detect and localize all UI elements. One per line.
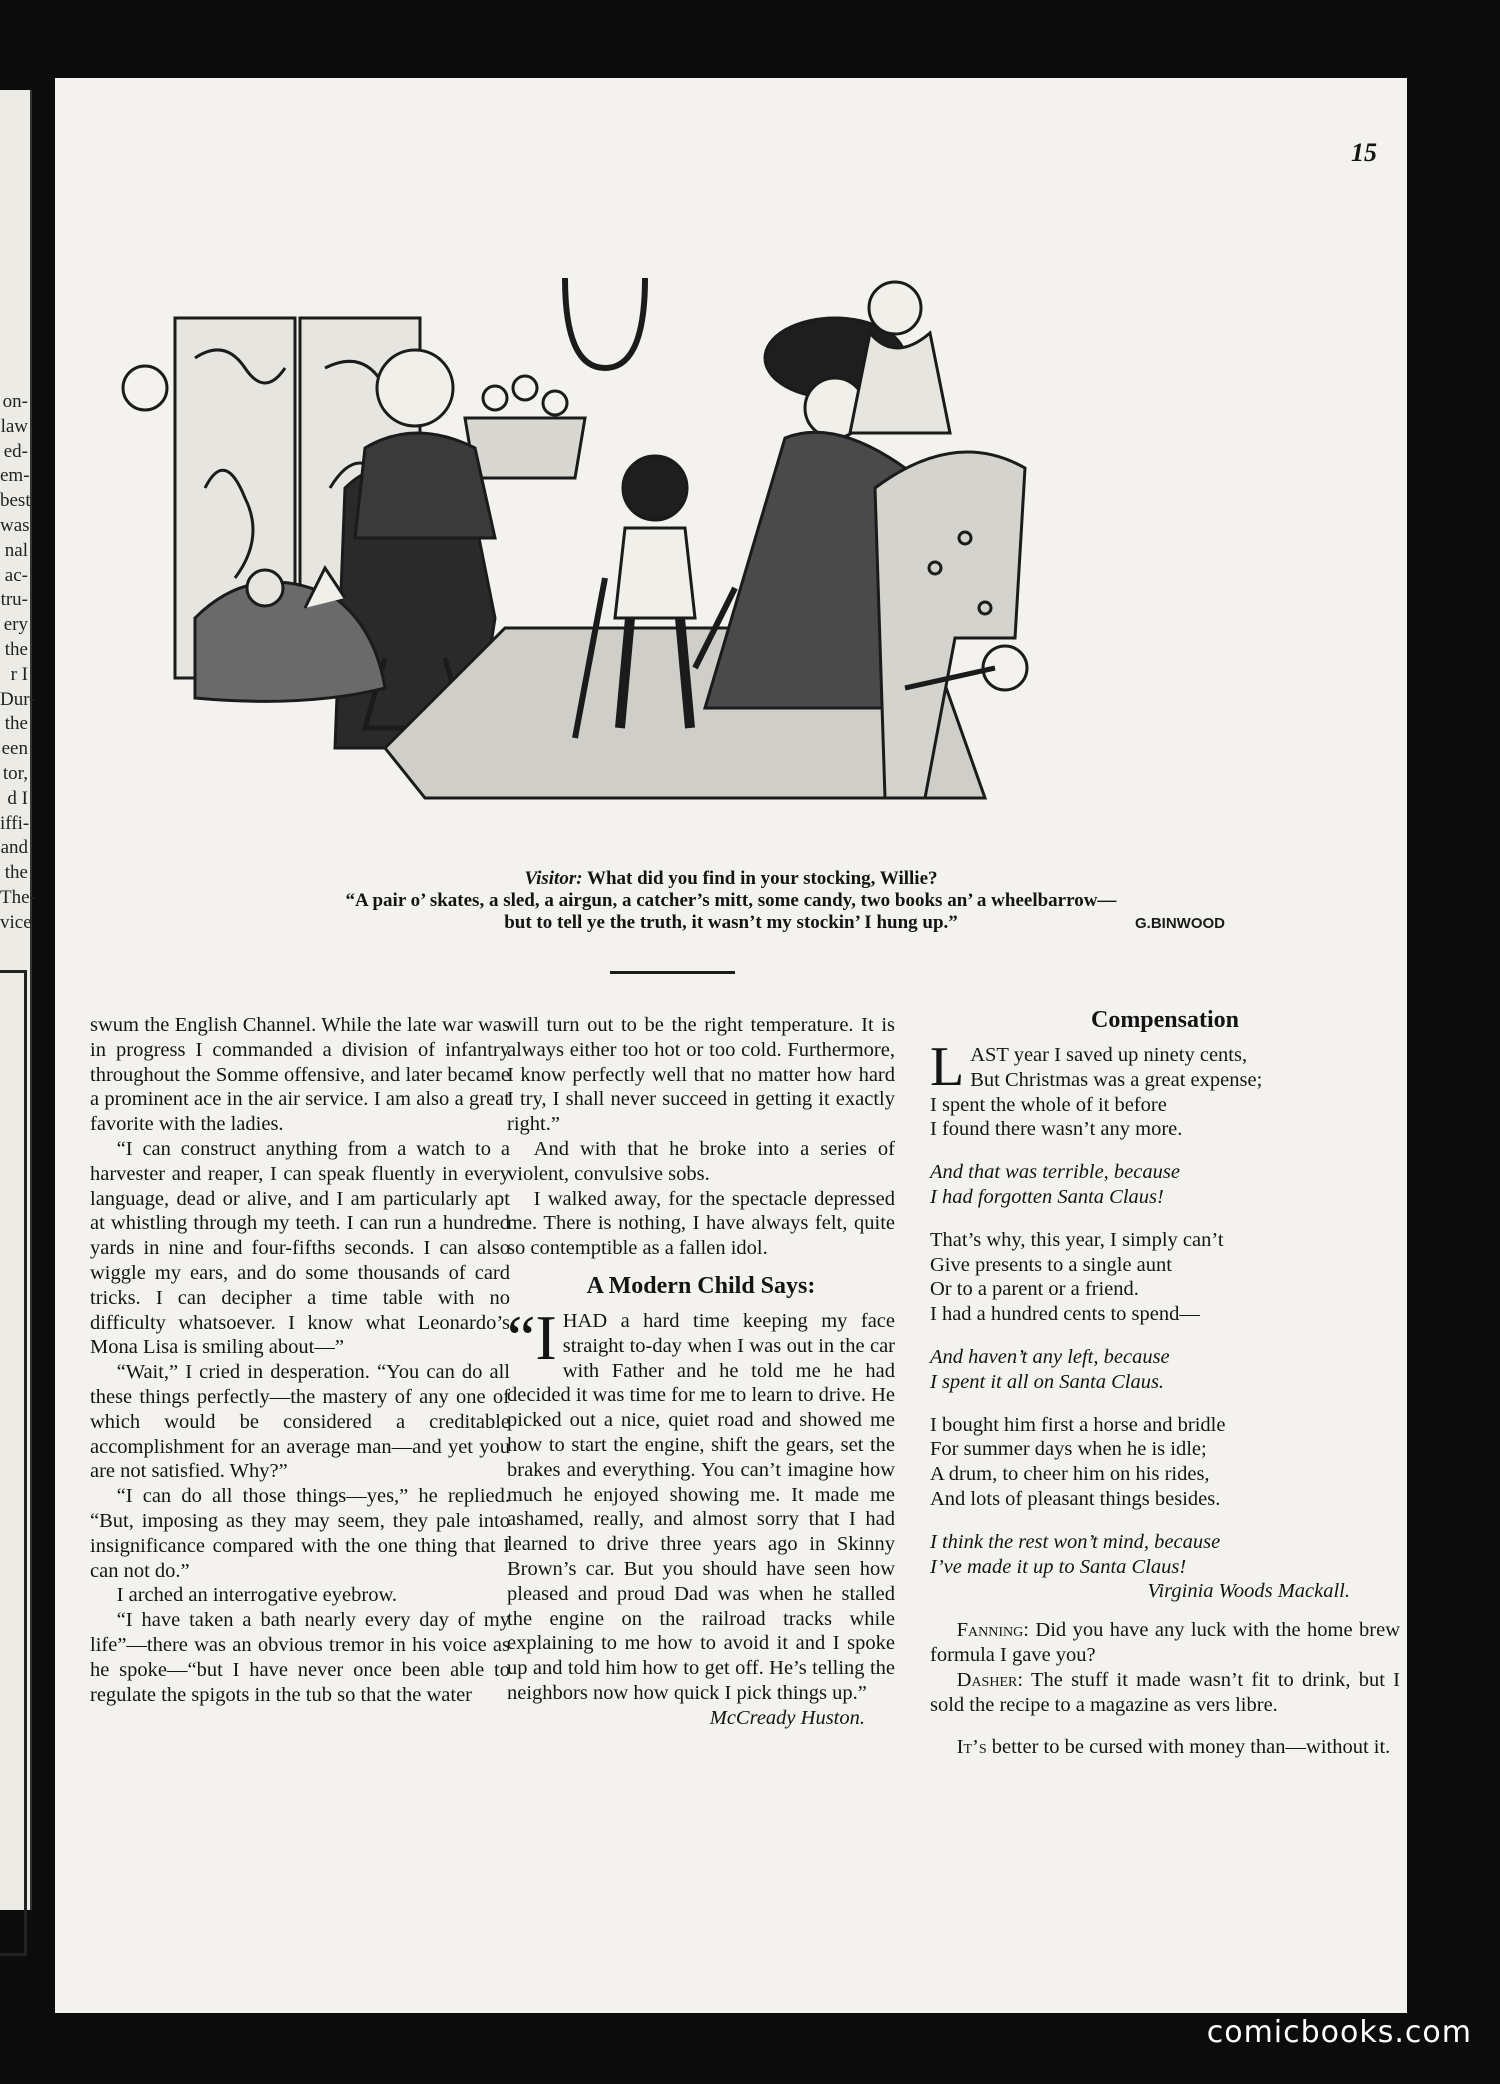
poem-line: But Christmas was a great expense;: [970, 1068, 1263, 1091]
artist-signature: G.BINWOOD: [1135, 915, 1225, 932]
joke-speaker: Fanning:: [956, 1619, 1029, 1642]
poem-stanza: [930, 1036, 1400, 1142]
paragraph: “Wait,” I cried in desperation. “You can do all these things perfectly—the mastery of any one of which would be considered a creditable accomplishment for an average man—and yet you are not satisfied. Why?”: [90, 1361, 510, 1483]
previous-page-fragment: ed-: [3, 440, 28, 462]
poem-line: I found there wasn’t any more.: [930, 1118, 1183, 1141]
poem-refrain: [930, 1345, 1400, 1395]
poem-line: I spent the whole of it before: [930, 1093, 1167, 1116]
poem-line: I spent it all on Santa Claus.: [930, 1370, 1165, 1393]
article-heading: A Modern Child Says:: [586, 1272, 816, 1299]
caption-answer-line1: “A pair o’ skates, a sled, a airgun, a catcher’s mitt, some candy, two books an’ a wheelbarrow—: [345, 890, 1117, 911]
paragraph: “I have taken a bath nearly every day of my life”—there was an obvious tremor in his voice as he spoke—“but I have never once been able to regulate the spigots in the tub so that the water: [90, 1609, 510, 1706]
poem-line: For summer days when he is idle;: [930, 1438, 1207, 1461]
poem-line: And haven’t any left, because: [930, 1345, 1170, 1368]
previous-page-fragment: d I: [7, 787, 28, 809]
previous-page-fragment: tru-: [0, 589, 28, 611]
drop-cap: L: [930, 1036, 965, 1098]
joke-dasher: [930, 1668, 1400, 1718]
poem-title: Compensation: [1090, 1007, 1240, 1033]
previous-page-fragment: ery: [3, 614, 28, 636]
illustration-caption: [55, 868, 1407, 934]
author-byline: McCready Huston.: [709, 1706, 865, 1729]
paragraph: will turn out to be the right temperature. It is always either too hot or too cold. Furthermore, I know perfectly well that no matter how hard I try, I shall never succeed in getting it exactly right.”: [507, 1014, 895, 1136]
quip-lead: It’s: [956, 1736, 987, 1759]
previous-page-fragment: was: [0, 514, 30, 536]
page-number: 15: [1351, 138, 1377, 167]
caption-question: What did you find in your stocking, Willie?: [586, 868, 938, 889]
column-right: [930, 1007, 1400, 1760]
previous-page-fragment: em-: [0, 465, 30, 487]
paragraph-dropcap: [507, 1301, 895, 1706]
previous-page-fragment: vice: [0, 911, 32, 933]
poem-line: And that was terrible, because: [930, 1161, 1180, 1184]
poem-line: I bought him first a horse and bridle: [930, 1413, 1226, 1436]
previous-page-fragment: tor,: [2, 762, 28, 784]
section-divider: [610, 971, 735, 974]
joke-fanning: [930, 1618, 1400, 1668]
paragraph: I arched an interrogative eyebrow.: [116, 1584, 398, 1607]
previous-page-fragment: the: [4, 862, 28, 884]
previous-page-fragment: een: [1, 738, 28, 760]
poem-line: Or to a parent or a friend.: [930, 1278, 1139, 1301]
previous-page-fragment: the: [4, 638, 28, 660]
joke-text: Did you have any luck with the home brew formula I gave you?: [930, 1619, 1400, 1666]
poem-line: And lots of pleasant things besides.: [930, 1487, 1221, 1510]
previous-page-fragment: The-: [0, 886, 36, 908]
paragraph-text: HAD a hard time keeping my face straight to-day when I was out in the car with Father and he told me he had decided it was time for me to learn to drive. He picked out a nice, quiet road and showed me how to start the engine, shift the gears, set the brakes and everything. You can’t imagine how much he enjoyed showing me. It made me ashamed, really, and almost sorry that I had learned to drive three years ago in Skinny Brown’s car. But you should have seen how pleased and proud Dad was when he stalled the engine on the railroad tracks while explaining to me how to avoid it and I spoke up and told him how to get off. He’s telling the neighbors now how quick I pick things up.”: [507, 1309, 895, 1704]
previous-page-fragment: and: [0, 837, 28, 859]
paragraph: I walked away, for the spectacle depressed me. There is nothing, I have always felt, quite so contemptible as a fallen idol.: [507, 1187, 895, 1260]
previous-page-fragment: iffi-: [0, 812, 30, 834]
poem-line: I’ve made it up to Santa Claus!: [930, 1555, 1187, 1578]
poem-line: A drum, to cheer him on his rides,: [930, 1463, 1210, 1486]
previous-page-fragment: r I: [10, 663, 28, 685]
quip-text: better to be cursed with money than—without it.: [991, 1736, 1391, 1759]
poem-line: I had forgotten Santa Claus!: [930, 1185, 1164, 1208]
previous-page-fragment: law: [0, 415, 28, 437]
previous-page-fragment: nal: [4, 539, 28, 561]
previous-page-fragment: the: [4, 713, 28, 735]
joke-text: The stuff it made wasn’t fit to drink, but I sold the recipe to a magazine as vers libre.: [930, 1668, 1400, 1716]
caption-speaker: Visitor:: [524, 868, 583, 889]
paragraph: And with that he broke into a series of violent, convulsive sobs.: [507, 1137, 895, 1185]
poem-refrain: [930, 1160, 1400, 1210]
magazine-page: [55, 78, 1407, 2013]
joke-speaker: Dasher:: [956, 1668, 1024, 1691]
poem-author: Virginia Woods Mackall.: [1147, 1580, 1350, 1603]
poem-stanza: [930, 1413, 1400, 1512]
poem-line: Give presents to a single aunt: [930, 1253, 1172, 1276]
quip: [930, 1735, 1400, 1760]
previous-page-fragment: on-: [2, 391, 28, 412]
poem-stanza: [930, 1228, 1400, 1327]
cartoon-illustration: [135, 188, 1315, 938]
column-middle: [507, 1013, 895, 1731]
previous-page-fragment: ac-: [4, 564, 28, 586]
poem-line: I had a hundred cents to spend—: [930, 1303, 1200, 1326]
previous-page-fragment: best: [0, 490, 31, 512]
site-watermark: comicbooks.com: [1206, 2015, 1472, 2050]
poem-line: That’s why, this year, I simply can’t: [930, 1228, 1224, 1251]
previous-page-text-fragments: [0, 390, 36, 936]
paragraph: “I can do all those things—yes,” he replied. “But, imposing as they may seem, they pale into insignificance compared with the one thing that I can not do.”: [90, 1485, 510, 1582]
paragraph: swum the English Channel. While the late war was in progress I commanded a division of infantry throughout the Somme offensive, and later became a prominent ace in the air service. I am also a great favorite with the ladies.: [90, 1014, 510, 1136]
previous-page-fragment: Dur-: [0, 688, 36, 710]
previous-page-edge: [0, 90, 36, 1910]
poem-refrain: [930, 1530, 1400, 1604]
poem-line: AST year I saved up ninety cents,: [970, 1044, 1248, 1066]
paragraph: “I can construct anything from a watch to a harvester and reaper, I can speak fluently in every language, dead or alive, and I am particularly apt at whistling through my teeth. I can run a hundred yards in nine and four-fifths seconds. I can also wiggle my ears, and do some thousands of card tricks. I can decipher a time table with no difficulty whatsoever. I know what Leonardo’s Mona Lisa is smiling about—”: [90, 1137, 510, 1359]
column-left: [90, 1013, 510, 1707]
caption-answer-line2: but to tell ye the truth, it wasn’t my stockin’ I hung up.”: [504, 912, 958, 933]
previous-page-box-border: [0, 970, 27, 1956]
drop-cap: “I: [507, 1301, 557, 1373]
poem-line: I think the rest won’t mind, because: [930, 1530, 1221, 1553]
